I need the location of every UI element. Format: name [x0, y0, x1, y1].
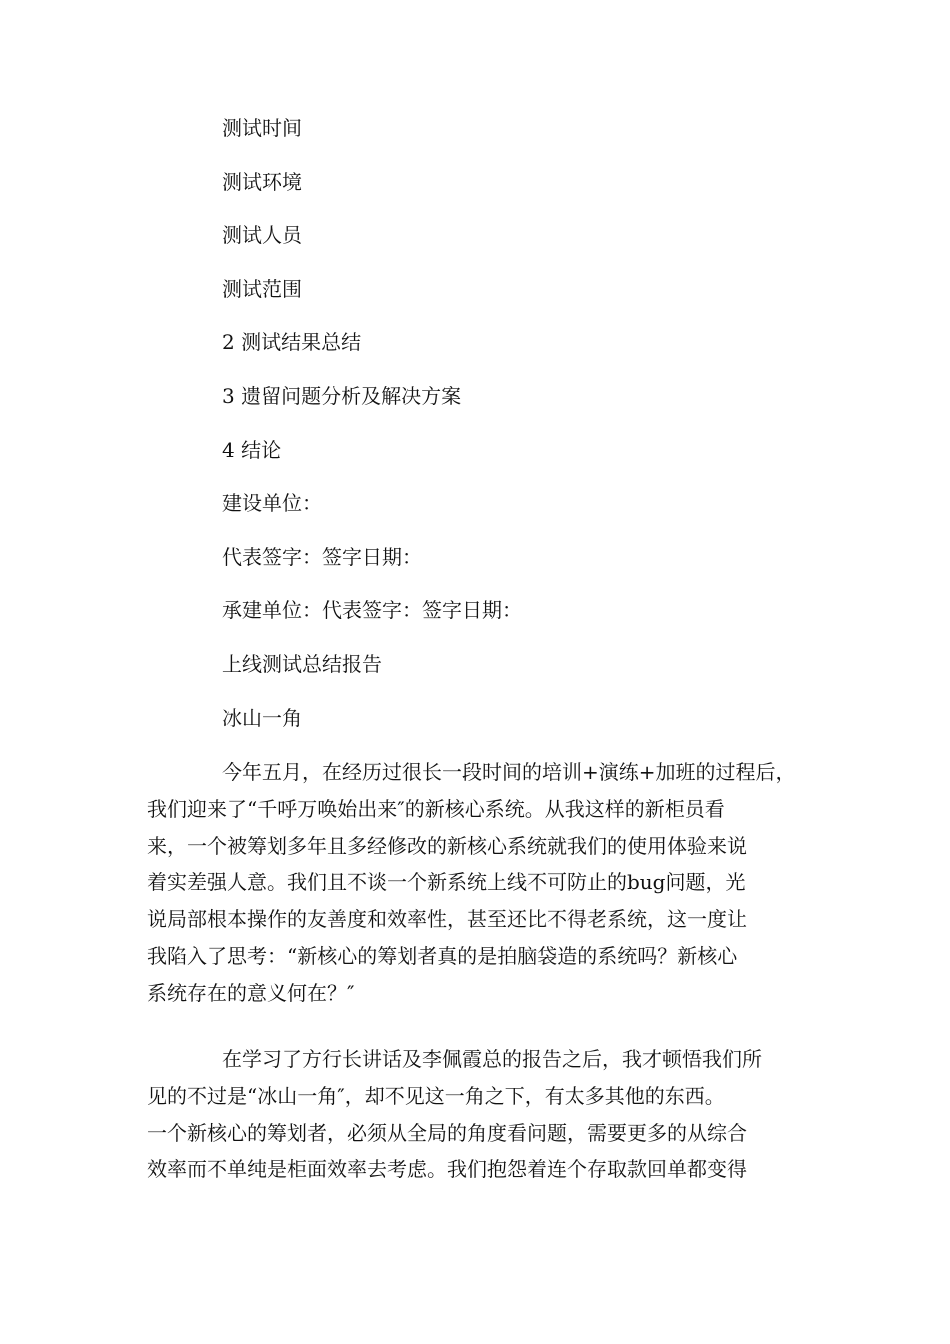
paragraph-line: 系统存在的意义何在？″ — [147, 980, 355, 1005]
paragraph-line: 在学习了方行长讲话及李佩霞总的报告之后，我才顿悟我们所 — [222, 1047, 762, 1071]
heading-test-environment: 测试环境 — [222, 169, 302, 194]
representative-signature-line: 代表签字：签字日期： — [222, 544, 422, 569]
paragraph-line: 一个新核心的筹划者，必须从全局的角度看问题，需要更多的从综合 — [147, 1120, 747, 1145]
section-heading-list — [222, 112, 842, 755]
body-paragraph — [147, 1041, 807, 1188]
paragraph-line: 见的不过是“冰山一角″，却不见这一角之下，有太多其他的东西。 — [147, 1083, 725, 1108]
paragraph-line: 今年五月，在经历过很长一段时间的培训+演练+加班的过程后， — [222, 760, 796, 784]
construction-unit-label: 建设单位： — [222, 491, 322, 516]
paragraph-line: 我陷入了思考：“新核心的筹划者真的是拍脑袋造的系统吗？新核心 — [147, 943, 738, 968]
paragraph-line: 着实差强人意。我们且不谈一个新系统上线不可防止的bug问题，光 — [147, 870, 746, 895]
heading-test-results-summary: 2 测试结果总结 — [222, 330, 362, 355]
body-paragraph — [147, 754, 807, 1012]
heading-test-personnel: 测试人员 — [222, 223, 302, 248]
report-title: 上线测试总结报告 — [222, 651, 382, 676]
article-title: 冰山一角 — [222, 705, 302, 730]
paragraph-line: 说局部根本操作的友善度和效率性，甚至还比不得老系统，这一度让 — [147, 907, 747, 932]
heading-conclusion: 4 结论 — [222, 437, 282, 462]
heading-test-scope: 测试范围 — [222, 276, 302, 301]
paragraph-line: 效率而不单纯是柜面效率去考虑。我们抱怨着连个存取款回单都变得 — [147, 1157, 747, 1182]
heading-test-time: 测试时间 — [222, 116, 302, 140]
paragraph-line: 我们迎来了“千呼万唤始出来″的新核心系统。从我这样的新柜员看 — [147, 796, 725, 821]
heading-remaining-issues: 3 遗留问题分析及解决方案 — [222, 383, 462, 408]
paragraph-line: 来，一个被筹划多年且多经修改的新核心系统就我们的使用体验来说 — [147, 833, 747, 858]
contractor-signature-line: 承建单位：代表签字：签字日期： — [222, 598, 522, 623]
